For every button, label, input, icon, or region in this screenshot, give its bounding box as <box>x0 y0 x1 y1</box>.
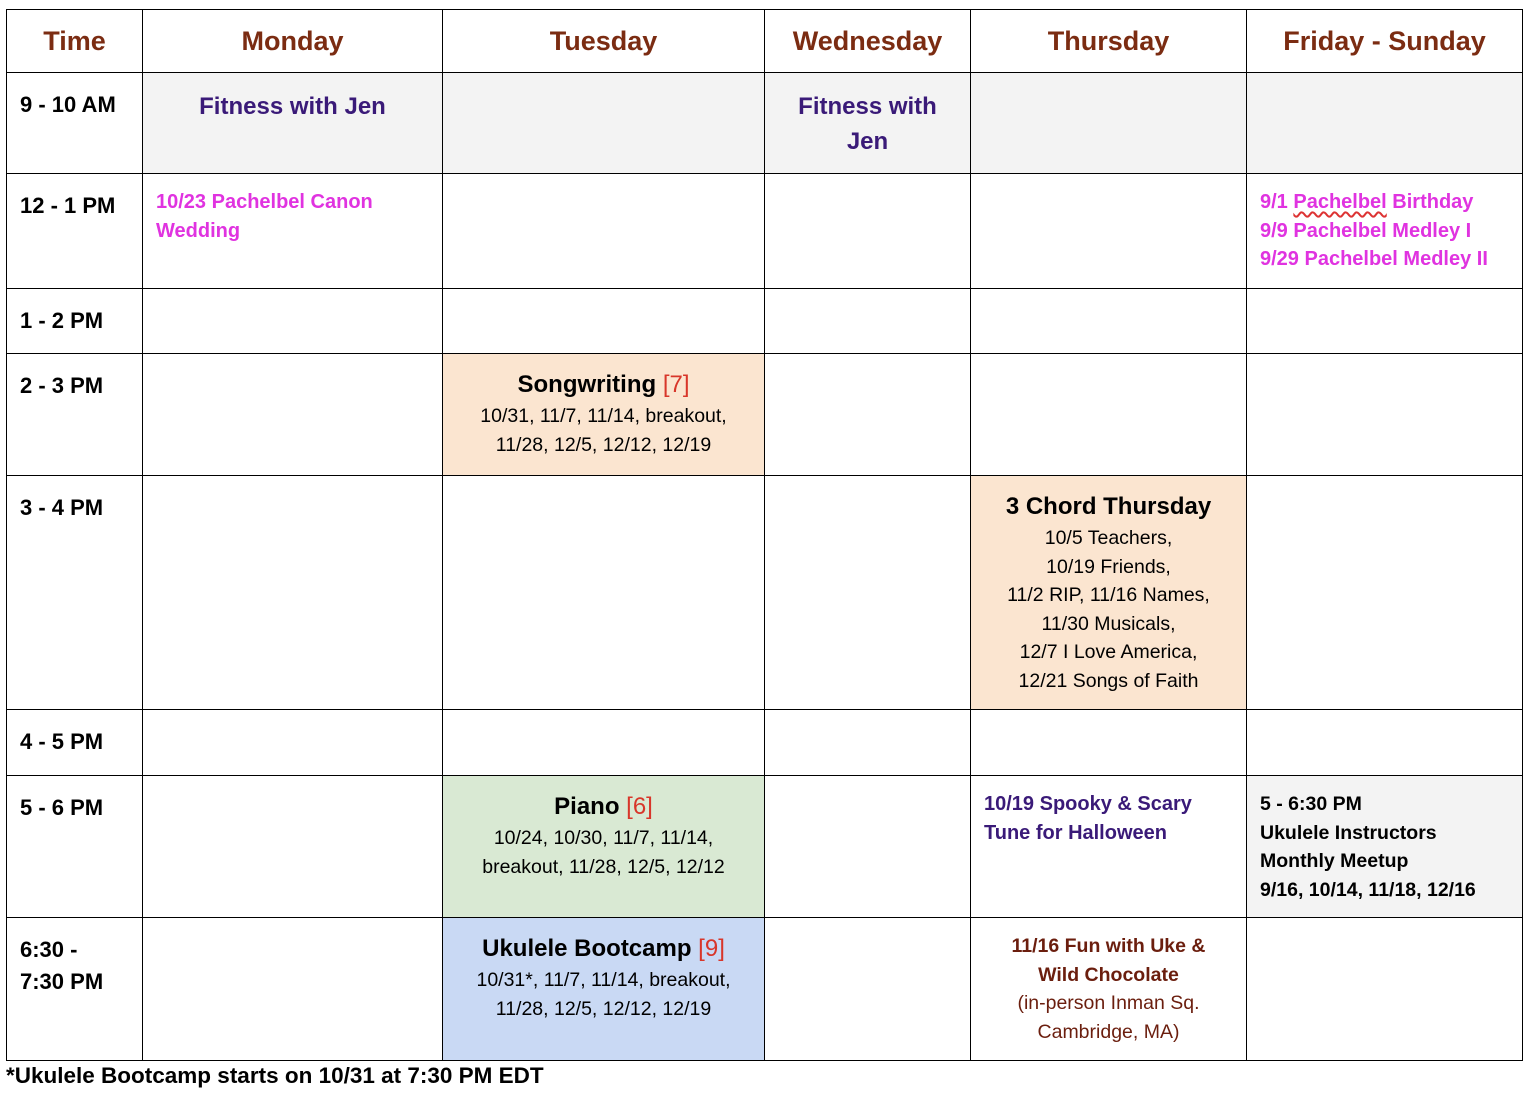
fitness-with-jen-monday: Fitness with Jen <box>199 93 386 120</box>
empty-cell <box>765 710 971 776</box>
empty-cell <box>443 289 765 354</box>
ukulele-bootcamp-cell[interactable] <box>443 918 765 1061</box>
empty-cell <box>971 710 1247 776</box>
empty-cell <box>765 289 971 354</box>
empty-cell <box>143 289 443 354</box>
row-12-1pm <box>7 174 1523 289</box>
schedule-table <box>6 9 1523 1061</box>
songwriting-cell[interactable] <box>443 354 765 476</box>
time-cell: 5 - 6 PM <box>7 776 143 918</box>
songwriting-dates-line2: 11/28, 12/5, 12/12, 12/19 <box>495 433 712 456</box>
friday-pachelbel-cell <box>1247 174 1523 289</box>
fitness-with-jen-wednesday-line2: Jen <box>846 128 889 155</box>
meetup-line: 5 - 6:30 PM <box>1260 793 1362 815</box>
bootcamp-dates-line2: 11/28, 12/5, 12/12, 12/19 <box>495 997 712 1020</box>
monday-pachelbel-cell <box>143 174 443 289</box>
empty-cell <box>1247 73 1523 174</box>
spellcheck-word: Pachelbel <box>1293 191 1387 213</box>
piano-count: [6] <box>626 793 653 820</box>
uke-line2: Wild Chocolate <box>1038 963 1179 986</box>
instructors-meetup-cell <box>1247 776 1523 918</box>
three-chord-thursday-title: 3 Chord Thursday <box>1005 493 1212 520</box>
empty-cell <box>765 174 971 289</box>
header-row <box>7 10 1523 73</box>
time-line2: 7:30 PM <box>20 969 104 994</box>
chord-date-line: 12/7 I Love America, <box>1019 641 1198 663</box>
piano-dates <box>443 824 764 881</box>
empty-cell <box>971 354 1247 476</box>
piano-dates-line1: 10/24, 10/30, 11/7, 11/14, <box>493 827 714 849</box>
meetup-line: 9/16, 10/14, 11/18, 12/16 <box>1260 878 1476 901</box>
row-630-730pm <box>7 918 1523 1061</box>
empty-cell <box>971 174 1247 289</box>
songwriting-count: [7] <box>662 371 690 398</box>
fitness-with-jen-wednesday-line1: Fitness with <box>798 93 937 120</box>
empty-cell <box>443 73 765 174</box>
empty-cell <box>143 476 443 710</box>
piano-cell[interactable] <box>443 776 765 918</box>
songwriting-dates <box>443 402 764 459</box>
row-4-5pm <box>7 710 1523 776</box>
row-5-6pm <box>7 776 1523 918</box>
time-cell: 9 - 10 AM <box>7 73 143 174</box>
empty-cell <box>1247 476 1523 710</box>
pachelbel-medley-2: 9/29 Pachelbel Medley II <box>1260 248 1488 270</box>
bootcamp-dates <box>443 966 764 1023</box>
row-3-4pm <box>7 476 1523 710</box>
time-cell: 12 - 1 PM <box>7 174 143 289</box>
time-cell: 1 - 2 PM <box>7 289 143 354</box>
songwriting-title-line <box>443 368 764 402</box>
piano-title: Piano <box>554 793 627 820</box>
uke-line1: 11/16 Fun with Uke & <box>1011 935 1206 957</box>
empty-cell <box>143 710 443 776</box>
pachelbel-medley-1: 9/9 Pachelbel Medley I <box>1260 219 1472 242</box>
wednesday-fitness-cell <box>765 73 971 174</box>
row-1-2pm <box>7 289 1523 354</box>
pachelbel-canon-line2: Wedding <box>156 219 241 242</box>
empty-cell <box>765 476 971 710</box>
header-tuesday: Tuesday <box>443 10 765 73</box>
empty-cell <box>765 918 971 1061</box>
bootcamp-title-line <box>443 932 764 966</box>
time-cell: 4 - 5 PM <box>7 710 143 776</box>
empty-cell <box>1247 918 1523 1061</box>
empty-cell <box>443 174 765 289</box>
meetup-line: Monthly Meetup <box>1260 850 1409 872</box>
pachelbel-birthday <box>1260 188 1522 217</box>
chord-date-line: 10/5 Teachers, <box>1044 527 1173 549</box>
time-line1: 6:30 - <box>20 937 78 962</box>
header-thursday: Thursday <box>971 10 1247 73</box>
row-2-3pm <box>7 354 1523 476</box>
footnote: *Ukulele Bootcamp starts on 10/31 at 7:30 PM EDT <box>6 1063 544 1088</box>
empty-cell <box>971 73 1247 174</box>
empty-cell <box>143 776 443 918</box>
header-monday: Monday <box>143 10 443 73</box>
piano-dates-line2: breakout, 11/28, 12/5, 12/12 <box>482 855 725 878</box>
header-time: Time <box>7 10 143 73</box>
spooky-scary-cell <box>971 776 1247 918</box>
uke-line3: (in-person Inman Sq. <box>1017 992 1200 1014</box>
chord-date-line: 11/2 RIP, 11/16 Names, <box>1007 584 1210 606</box>
empty-cell <box>1247 710 1523 776</box>
songwriting-dates-line1: 10/31, 11/7, 11/14, breakout, <box>480 405 727 427</box>
pachelbel-birthday-date: 9/1 <box>1260 191 1294 213</box>
empty-cell <box>443 476 765 710</box>
time-cell: 2 - 3 PM <box>7 354 143 476</box>
pachelbel-canon-line1: 10/23 Pachelbel Canon <box>156 191 373 213</box>
songwriting-title: Songwriting <box>517 371 663 398</box>
empty-cell <box>765 776 971 918</box>
meetup-line: Ukulele Instructors <box>1260 821 1437 844</box>
empty-cell <box>1247 289 1523 354</box>
bootcamp-title: Ukulele Bootcamp <box>482 935 699 962</box>
three-chord-thursday-cell[interactable] <box>971 476 1247 710</box>
spooky-line1: 10/19 Spooky & Scary <box>984 793 1192 815</box>
uke-line4: Cambridge, MA) <box>1037 1020 1180 1043</box>
pachelbel-birthday-label: Birthday <box>1386 191 1474 213</box>
bootcamp-dates-line1: 10/31*, 11/7, 11/14, breakout, <box>476 969 731 991</box>
uke-chocolate-cell <box>971 918 1247 1061</box>
time-cell: 3 - 4 PM <box>7 476 143 710</box>
time-cell <box>7 918 143 1061</box>
row-9-10am <box>7 73 1523 174</box>
empty-cell <box>143 918 443 1061</box>
header-friday-sunday: Friday - Sunday <box>1247 10 1523 73</box>
header-wednesday: Wednesday <box>765 10 971 73</box>
empty-cell <box>765 354 971 476</box>
spooky-line2: Tune for Halloween <box>984 821 1167 844</box>
three-chord-thursday-dates <box>971 524 1246 695</box>
empty-cell <box>971 289 1247 354</box>
empty-cell <box>143 354 443 476</box>
chord-date-line: 10/19 Friends, <box>1046 555 1171 578</box>
bootcamp-count: [9] <box>698 935 725 962</box>
empty-cell <box>1247 354 1523 476</box>
chord-date-line: 11/30 Musicals, <box>1041 612 1176 635</box>
monday-fitness-cell <box>143 73 443 174</box>
empty-cell <box>443 710 765 776</box>
chord-date-line: 12/21 Songs of Faith <box>1018 669 1199 692</box>
piano-title-line <box>443 790 764 824</box>
